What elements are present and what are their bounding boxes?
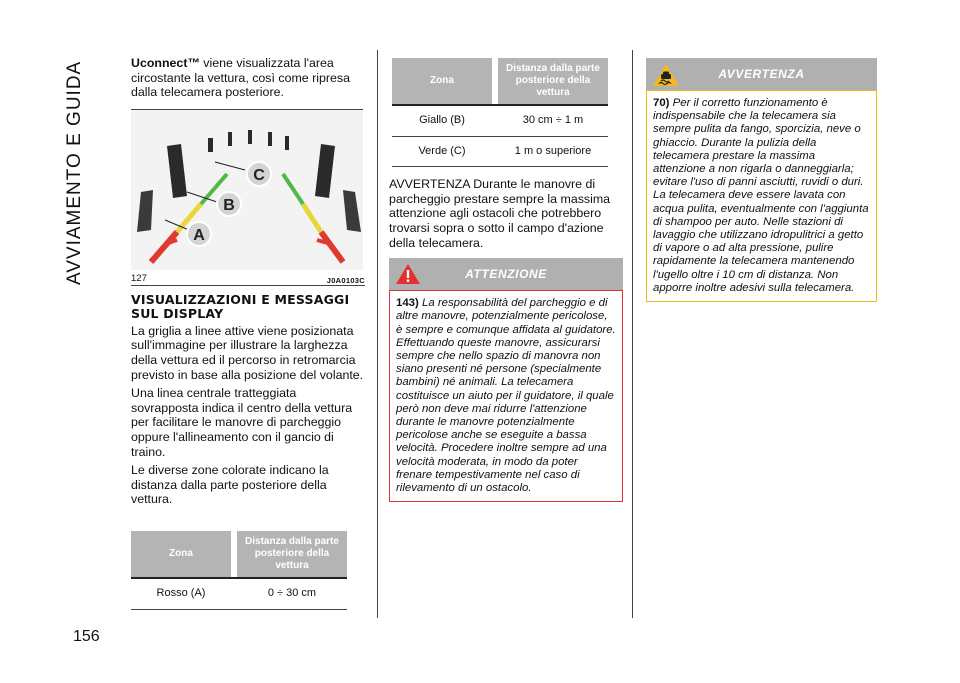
paragraph: Le diverse zone colorate indicano la distanza dalla parte posteriore della vettura. <box>131 463 329 507</box>
attention-body <box>389 290 623 502</box>
paragraph: La griglia a linee attive viene posizionata sull'immagine per illustrare la larghezza della vettura ed il percorso in retromarcia previsto in base alla posizione del volante. <box>131 323 364 382</box>
attention-text: La responsabilità del parcheggio e di altre manovre, potenzialmente pericolose, è sempre e comunque affidata al guidatore. Effettuando queste manovre, assicurarsi sempre che nello spazio di manovra non siano presenti né persone (specialmente bambini) né animali. La telecamera costituisce un aiuto per il guidatore, il quale però non deve mai ridurre l'attenzione durante le manovre potenzialmente pericolose anche se eseguite a bassa velocità. Procedere inoltre sempre ad una velocità moderata, in modo da poter frenare tempestivamente nel caso di rilevamento di un ostacolo. <box>396 297 616 494</box>
car-skid-warning-icon <box>652 63 680 91</box>
column-divider <box>377 50 378 618</box>
figure-code: J0A0103C <box>326 275 365 285</box>
rear-camera-image <box>131 109 363 270</box>
attention-box <box>389 258 623 502</box>
warning-body <box>646 90 877 302</box>
figure-caption <box>131 270 365 286</box>
warning-triangle-icon <box>395 263 421 289</box>
distance-cell: 1 m o superiore <box>498 136 608 167</box>
table-header-distance: Distanza dalla parte posteriore della vettura <box>237 531 347 578</box>
column-divider <box>632 50 633 618</box>
parking-grid-illustration <box>131 110 363 270</box>
intro-bold: Uconnect™ <box>131 56 200 70</box>
warning-header <box>646 58 877 90</box>
warning-text: Per il corretto funzionamento è indispensabile che la telecamera sia sempre pulita da fango, sporcizia, neve o ghiaccio. Durante la pulizia della telecamera prestare la massima attenzione a non rigarla o danneggiarla; evitare l'uso di panni asciutti, ruvidi o duri. La telecamera deve essere lavata con acqua pulita, eventualmente con l'aggiunta di shampoo per auto. Nelle stazioni di lavaggio che utilizzano idropulitrici a getto di vapore o ad alta pressione, pulire rapidamente la telecamera mantenendo l'ugello oltre i 10 cm di distanza. Non apporre inoltre adesivi sulla telecamera. <box>653 97 869 294</box>
table-row <box>131 578 347 609</box>
table-row <box>392 136 608 167</box>
column-3 <box>646 58 877 302</box>
zone-cell: Rosso (A) <box>131 578 231 609</box>
distance-cell: 30 cm ÷ 1 m <box>498 105 608 136</box>
caution-paragraph: AVVERTENZA Durante le manovre di parcheggio prestare sempre la massima attenzione agli ostacoli che potrebbero trovarsi sopra o sotto il campo d'azione della telecamera. <box>389 177 611 250</box>
zone-cell: Giallo (B) <box>392 105 492 136</box>
table-header-zone: Zona <box>131 531 231 578</box>
figure-127 <box>131 109 365 286</box>
label-b: B <box>223 196 235 214</box>
obstacle-post <box>208 138 213 152</box>
attention-header <box>389 258 623 290</box>
zone-table-red <box>131 531 347 610</box>
distance-cell: 0 ÷ 30 cm <box>237 578 347 609</box>
obstacle-post <box>248 130 252 144</box>
obstacle-post <box>285 136 289 150</box>
paragraph: Una linea centrale tratteggiata sovrapposta indica il centro della vettura per facilitare le manovre di parcheggio oppure l'allineamento con il gancio di traino. <box>131 386 353 459</box>
warning-box <box>646 58 877 302</box>
obstacle-post <box>228 132 232 146</box>
table-header-zone: Zona <box>392 58 492 105</box>
obstacle-post <box>268 132 272 146</box>
table-row <box>392 105 608 136</box>
column-2 <box>389 58 623 502</box>
zone-table-yellow-green <box>392 58 608 167</box>
note-number: 70) <box>653 97 670 109</box>
intro-text: viene visualizzata l'area circostante la vettura, così come ripresa dalla telecamera posteriore. <box>131 56 350 100</box>
chapter-title: AVVIAMENTO E GUIDA <box>64 60 85 285</box>
table-header-distance: Distanza dalla parte posteriore della vettura <box>498 58 608 105</box>
attention-title: ATTENZIONE <box>465 266 547 281</box>
figure-number: 127 <box>131 272 147 284</box>
column-1 <box>131 56 365 610</box>
zone-cell: Verde (C) <box>392 136 492 167</box>
note-number: 143) <box>396 297 419 310</box>
page-number: 156 <box>73 628 100 645</box>
label-c: C <box>253 166 265 184</box>
warning-title: AVVERTENZA <box>718 66 805 81</box>
intro-paragraph <box>131 56 365 100</box>
label-a: A <box>193 226 205 244</box>
section-heading: VISUALIZZAZIONI E MESSAGGI SUL DISPLAY <box>131 291 350 321</box>
